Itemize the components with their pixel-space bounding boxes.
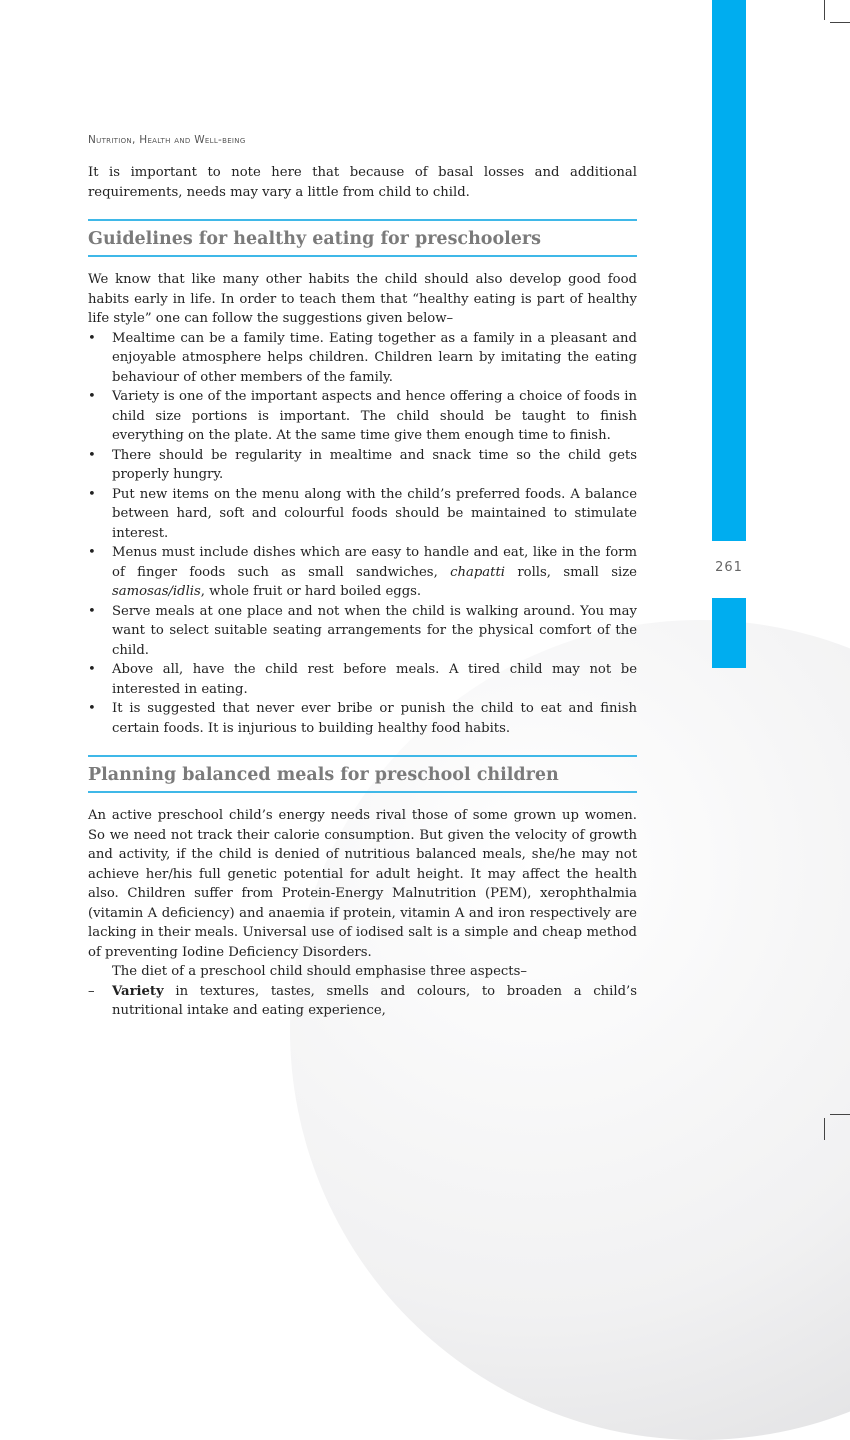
section-heading: Guidelines for healthy eating for preschoolers	[88, 219, 637, 257]
bullet-list	[88, 329, 637, 739]
crop-mark	[830, 22, 850, 23]
bullet-item: • Above all, have the child rest before meals. A tired child may not be interested in eating.	[88, 660, 637, 699]
bullet-item: • There should be regularity in mealtime and snack time so the child gets properly hungry.	[88, 446, 637, 485]
crop-mark	[824, 0, 825, 20]
bullet-text: Menus must include dishes which are easy to handle and eat, like in the form of finger foods such as small sandwiches,	[112, 545, 637, 580]
food-term: samosas/idlis	[112, 584, 201, 599]
crop-mark	[830, 1114, 850, 1115]
bullet-item: • Put new items on the menu along with the child’s preferred foods. A balance between hard, soft and colourful foods should be maintained to stimulate interest.	[88, 485, 637, 544]
section-paragraph: An active preschool child’s energy needs rival those of some grown up women. So we need not track their calorie consumption. But given the velocity of growth and activity, if the child is denied of nutritious balanced meals, she/he may not achieve her/his full genetic potential for adult height. It may affect the health also. Children suffer from Protein-Energy Malnutrition (PEM), xerophthalmia (vitamin A deficiency) and anaemia if protein, vitamin A and iron respectively are lacking in their meals. Universal use of iodised salt is a simple and cheap method of preventing Iodine Deficiency Disorders.	[88, 808, 637, 960]
bullet-item: • It is suggested that never ever bribe or punish the child to eat and finish certain foods. It is injurious to building healthy food habits.	[88, 699, 637, 738]
bullet-text: , whole fruit or hard boiled eggs.	[200, 584, 422, 599]
page-content	[88, 163, 637, 1021]
section-paragraph: We know that like many other habits the child should also develop good food habits early in life. In order to teach them that “healthy eating is part of healthy life style” one can follow the suggestions given below–	[88, 272, 637, 326]
intro-paragraph: It is important to note here that because of basal losses and additional requirements, needs may vary a little from child to child.	[88, 165, 637, 200]
page-number: 261	[715, 560, 743, 575]
running-head: Nutrition, Health and Well-being	[88, 134, 246, 146]
dash-item	[88, 982, 637, 1021]
side-bar-accent	[712, 598, 746, 668]
bullet-item	[88, 543, 637, 602]
bullet-item: • Variety is one of the important aspects and hence offering a choice of foods in child size portions is important. The child should be taught to finish everything on the plate. At the same time give them enough time to finish.	[88, 387, 637, 446]
bullet-item: • Mealtime can be a family time. Eating together as a family in a pleasant and enjoyable atmosphere helps children. Children learn by imitating the eating behaviour of other members of the family.	[88, 329, 637, 388]
side-bar-accent	[712, 0, 746, 541]
dash-term: Variety	[112, 983, 164, 999]
crop-mark	[824, 1118, 825, 1140]
section-heading: Planning balanced meals for preschool children	[88, 755, 637, 793]
food-term: chapatti	[450, 564, 505, 580]
dash-marker: –	[88, 983, 95, 999]
dash-text: in textures, tastes, smells and colours, to broaden a child’s nutritional intake and eating experience,	[112, 983, 637, 1018]
indent-paragraph: The diet of a preschool child should emphasise three aspects–	[112, 964, 527, 979]
bullet-item: • Serve meals at one place and not when the child is walking around. You may want to select suitable seating arrangements for the physical comfort of the child.	[88, 602, 637, 661]
bullet-text: rolls, small size	[505, 564, 637, 580]
